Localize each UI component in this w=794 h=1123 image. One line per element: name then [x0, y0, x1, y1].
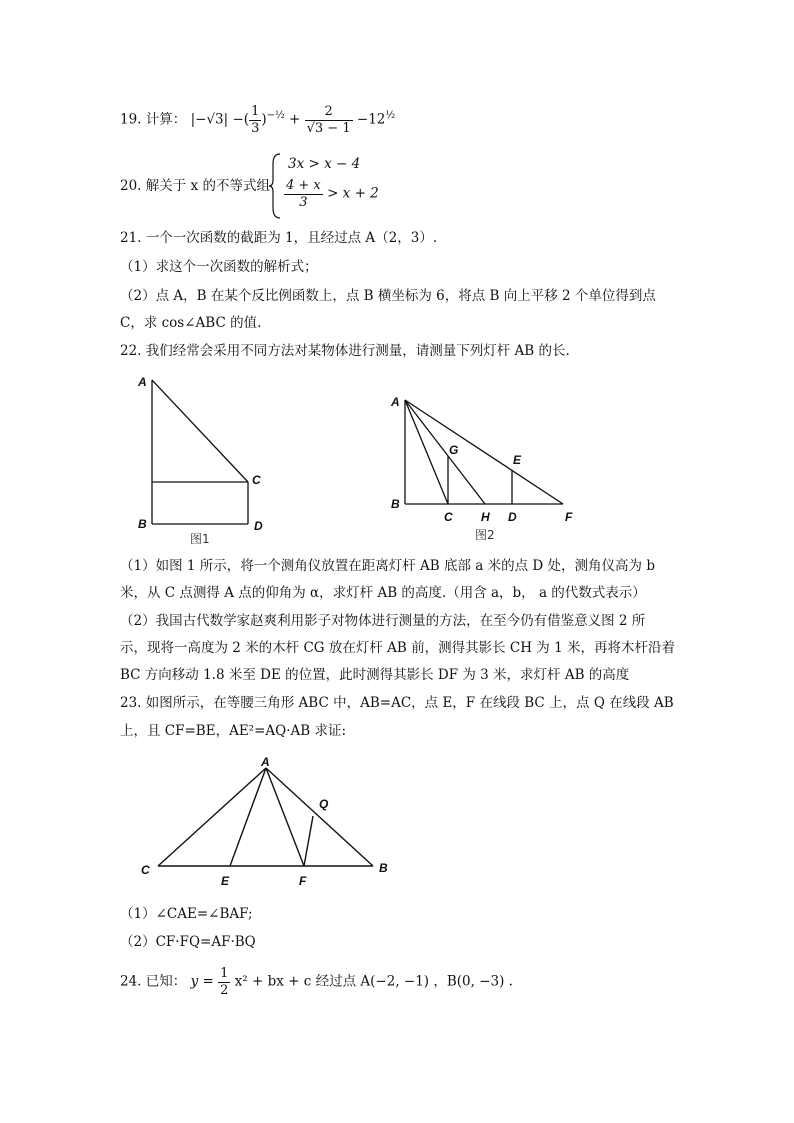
q20-line-2-rest: > x + 2 [327, 185, 379, 202]
fig2-caption: 图2 [475, 528, 495, 542]
fig1-label-b: B [138, 517, 147, 531]
q22-stem: 22. 我们经常会采用不同方法对某物体进行测量，请测量下列灯杆 AB 的长. [120, 343, 570, 359]
q23-figure [135, 752, 405, 887]
q24-label: 已知： [145, 973, 187, 990]
q21-part-1: （1）求这个一次函数的解析式； [120, 259, 318, 275]
q24-number: 24. [120, 973, 142, 990]
q23-part-2: （2）CF·FQ=AF·BQ [120, 934, 256, 950]
q21-stem: 21. 一个一次函数的截距为 1，且经过点 A（2，3）. [120, 230, 438, 246]
q22-figure-1 [130, 370, 290, 550]
q19-minus: −( [232, 111, 250, 128]
q24-y-eq: y = [190, 973, 214, 990]
q24-rest: x² + bx + c 经过点 A(−2, −1) ，B(0, −3) . [234, 973, 513, 990]
q21-part-2-line-2: C，求 cos∠ABC 的值. [120, 315, 262, 331]
q19-exponent-2: ½ [385, 110, 396, 122]
q20-brace [268, 152, 282, 220]
q20-text: 解关于 x 的不等式组 [145, 178, 270, 194]
q22-part-2-line-2: 示，现将一高度为 2 米的木杆 CG 放在灯杆 AB 前，测得其影长 CH 为 1 米，再将木杆沿着 [120, 640, 675, 656]
fig2-label-e: E [513, 453, 522, 467]
fig3-label-f: F [299, 874, 307, 887]
q19-fraction-1: $\frac{1}{3}$ [251, 104, 260, 136]
q23-stem-line-2: 上，且 CF=BE，AE²=AQ·AB 求证: [120, 723, 347, 739]
q20-stem [120, 178, 270, 194]
q19-label: 计算： [145, 111, 187, 128]
q22-part-1-line-1: （1）如图 1 所示，将一个测角仪放置在距离灯杆 AB 底部 a 米的点 D 处，测角仪高为 b [120, 558, 655, 574]
q20-number: 20. [120, 178, 142, 194]
fig3-label-b: B [379, 861, 388, 875]
q23-stem-line-1: 23. 如图所示，在等腰三角形 ABC 中，AB=AC，点 E，F 在线段 BC 上，点 Q 在线段 AB [120, 695, 674, 711]
fig2-label-g: G [449, 443, 459, 457]
q19-paren: ) [261, 111, 267, 128]
fig3-label-q: Q [319, 797, 329, 811]
fig3-label-a: A [261, 755, 270, 769]
fig2-label-d: D [508, 510, 517, 524]
q19-fraction-2: $\frac{2}{√3 - 1}$ [306, 104, 351, 136]
q22-part-1-line-2: 米，从 C 点测得 A 点的仰角为 α，求灯杆 AB 的高度.（用含 a，b， a 的代数式表示） [120, 585, 646, 601]
fig2-label-b: B [391, 497, 400, 511]
q19-abs: |−√3| [190, 111, 229, 128]
fig1-label-a: A [138, 375, 147, 389]
q19-number: 19. [120, 111, 142, 128]
q24-fraction: $\frac{1}{2}$ [220, 966, 229, 998]
fig1-label-d: D [254, 519, 263, 533]
q19-plus: + [289, 111, 301, 128]
fig1-caption: 图1 [190, 532, 210, 546]
q22-figure-2 [385, 388, 585, 548]
q22-part-2-line-1: （2）我国古代数学家赵爽利用影子对物体进行测量的方法，在至今仍有借鉴意义图 2 所 [120, 613, 646, 629]
q24-line [120, 966, 513, 998]
fig2-label-a: A [391, 395, 400, 409]
q22-part-2-line-3: BC 方向移动 1.8 米至 DE 的位置，此时测得其影长 DF 为 3 米，求灯杆 AB 的高度 [120, 667, 630, 683]
fig2-label-c: C [444, 510, 453, 524]
q19-minus-12: −12 [356, 111, 386, 128]
q20-line-2 [284, 178, 379, 210]
fig2-label-h: H [481, 510, 490, 524]
q20-line-1: 3x > x − 4 [288, 156, 361, 172]
fig1-label-c: C [252, 473, 261, 487]
fig2-label-f: F [565, 510, 573, 524]
q19-line [120, 104, 395, 136]
q21-part-2-line-1: （2）点 A，B 在某个反比例函数上，点 B 横坐标为 6，将点 B 向上平移 2 个单位得到点 [120, 288, 656, 304]
q20-fraction: $\frac{4 + x}{3}$ [286, 178, 321, 210]
q23-part-1: （1）∠CAE=∠BAF; [120, 906, 253, 922]
fig3-label-e: E [221, 874, 230, 887]
q19-exponent-1: −½ [266, 110, 285, 122]
fig3-label-c: C [141, 863, 150, 877]
